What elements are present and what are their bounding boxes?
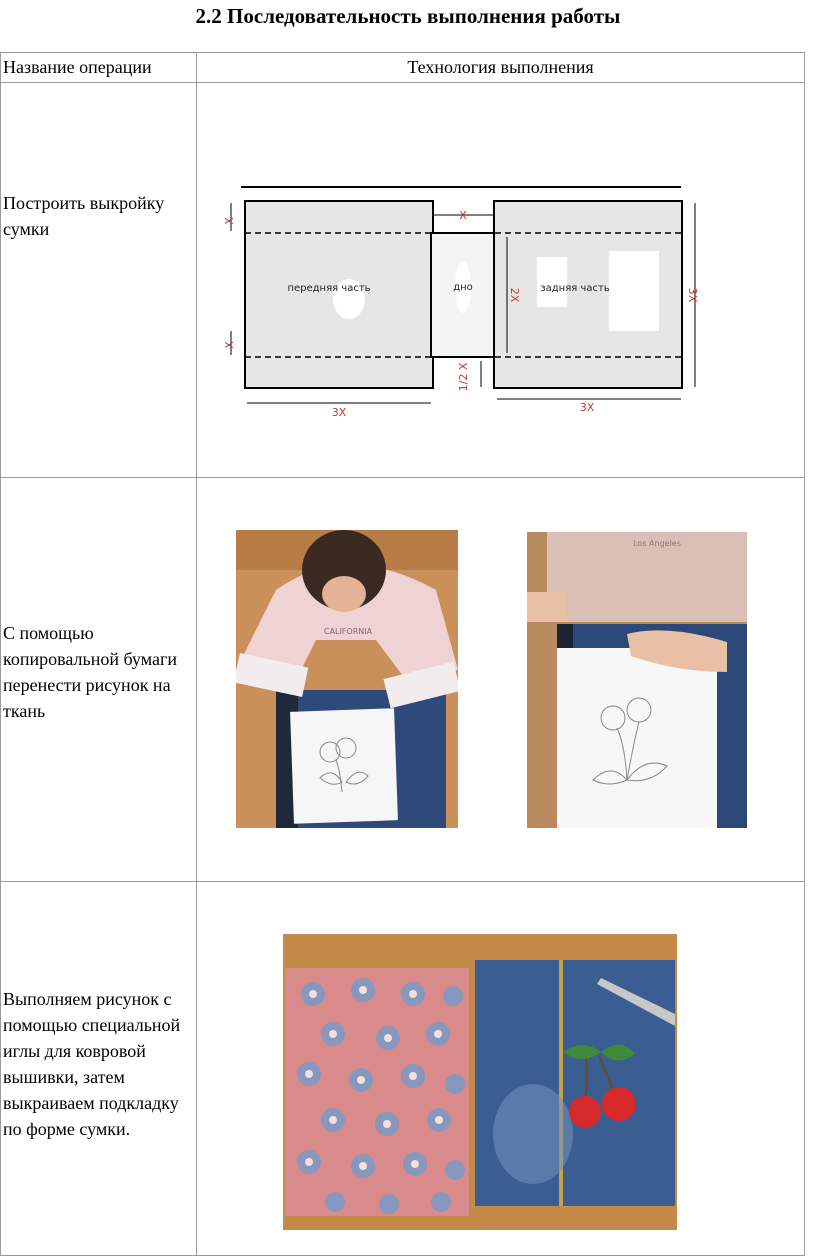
blotch [537, 257, 567, 307]
operation-text: С помощью копировальной бумаги перенести рисунок на ткань [3, 622, 177, 721]
pattern-cell [197, 83, 805, 478]
table-row [1, 882, 805, 1256]
operation-text: Выполняем рисунок с помощью специальной иглы для ковровой вышивки, затем выкраиваем подкладку по форме сумки. [3, 988, 181, 1139]
header-operation-name: Название операции [1, 53, 197, 83]
bag-pattern-diagram [219, 181, 699, 421]
table-row [1, 478, 805, 882]
dim-label-x-top: X [223, 217, 236, 225]
dim-label-x-bottom-width: X [459, 209, 467, 222]
dim-label-2x: 2X [508, 287, 521, 303]
sweatshirt-text-2: Los Angeles [633, 539, 681, 548]
operation-text: Построить выкройку сумки [3, 193, 165, 239]
photo-tracing-1 [236, 530, 458, 828]
dim-label-3x-back: 3X [579, 401, 595, 414]
photo-embroidery [283, 934, 677, 1230]
dim-label-x-bottom: X [223, 341, 236, 349]
photo-tracing-2 [527, 532, 747, 828]
operations-table [0, 52, 805, 1256]
header-technology: Технология выполнения [197, 53, 805, 83]
blotch [609, 251, 659, 331]
table-header-row [1, 53, 805, 83]
photo-cell [197, 882, 805, 1256]
dim-label-half-x: 1/2 X [457, 362, 470, 392]
table-row [1, 83, 805, 478]
page-title: 2.2 Последовательность выполнения работы [195, 4, 621, 28]
photos-cell [197, 478, 805, 882]
dim-label-3x-height: 3X [686, 287, 699, 303]
front-panel-label: передняя часть [287, 283, 371, 294]
dim-label-3x-front: 3X [331, 406, 347, 419]
sweatshirt-text: CALIFORNIA [323, 627, 373, 636]
back-panel-label: задняя часть [540, 283, 610, 294]
bottom-panel-label: дно [453, 282, 473, 293]
